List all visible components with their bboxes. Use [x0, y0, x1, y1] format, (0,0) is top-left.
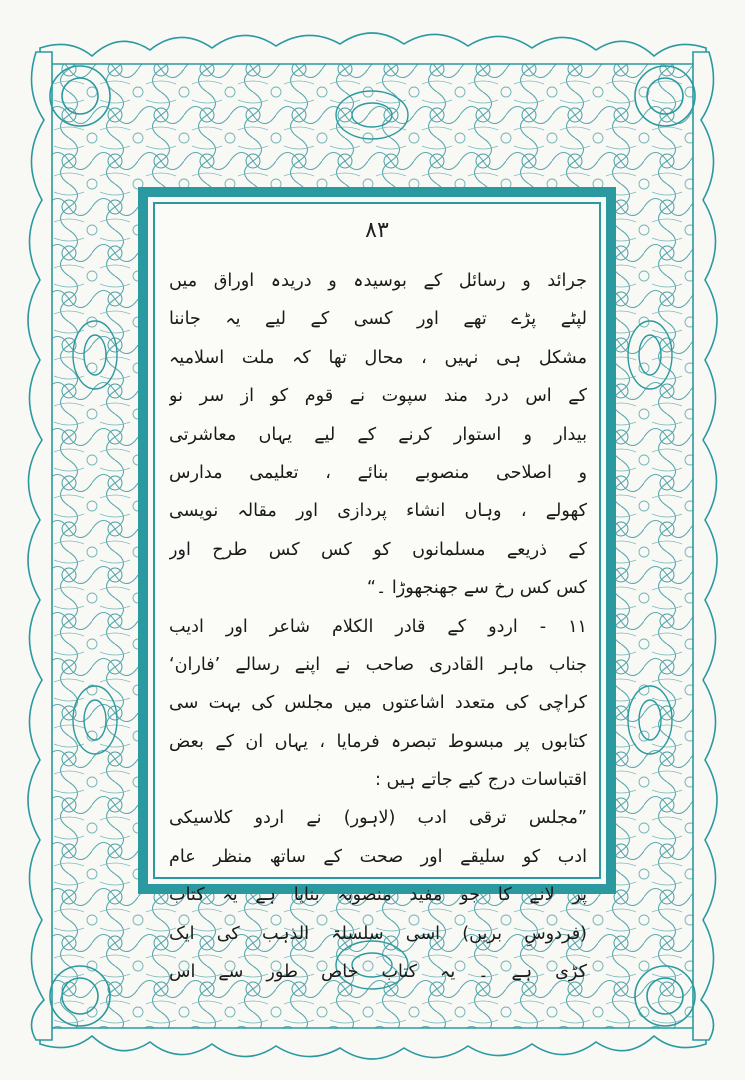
text-line: جرائد و رسائل کے بوسیدہ و دریدہ اوراق میں	[169, 271, 587, 291]
text-line: مشکل ہی نہیں ، محال تھا کہ ملت اسلامیہ	[169, 347, 587, 368]
page-number: ۸۳	[365, 218, 389, 243]
text-line: اقتباسات درج کیے جاتے ہیں :	[375, 770, 587, 791]
text-line: کھولے ، وہاں انشاء پردازی اور مقالہ نویسی	[169, 501, 587, 522]
text-line: کراچی کی متعدد اشاعتوں میں مجلس کی بہت سی	[169, 693, 587, 714]
text-line: (فردوسِ بریں) اسی سلسلۃ الذہب کی ایک	[169, 923, 587, 944]
text-line: کڑی ہے ۔ یہ کتاب خاص طور سے اس	[169, 962, 587, 983]
text-line: کتابوں پر مبسوط تبصرہ فرمایا ، یہاں ان کے بعض	[169, 731, 587, 752]
page-text	[169, 262, 587, 991]
text-line: و اصلاحی منصوبے بنائے ، تعلیمی مدارس	[169, 462, 587, 483]
text-line: پر لانے کا جو مفید منصوبہ بنایا ہے یہ کتاب	[169, 885, 587, 906]
text-line: ”مجلس ترقی ادب (لاہور) نے اردو کلاسیکی	[169, 808, 587, 829]
text-line: ادب کو سلیقے اور صحت کے ساتھ منظر عام	[169, 846, 587, 867]
text-panel	[153, 202, 601, 983]
text-line: لپٹے پڑے تھے اور کسی کے لیے یہ جاننا	[169, 309, 587, 330]
text-line: جناب ماہر القادری صاحب نے اپنے رسالے ’فاران‘	[169, 654, 587, 675]
text-line: بیدار و استوار کرنے کے لیے یہاں معاشرتی	[169, 424, 587, 445]
text-line: کے ذریعے مسلمانوں کو کس کس طرح اور	[169, 539, 587, 560]
text-line: کس کس رخ سے جھنجھوڑا ۔“	[366, 578, 587, 599]
text-panel-frame	[138, 187, 616, 983]
text-line: ۱۱ - اردو کے قادر الکلام شاعر اور ادیب	[169, 616, 587, 637]
text-line: کے اس درد مند سپوت نے قوم کو از سر نو	[169, 386, 587, 407]
